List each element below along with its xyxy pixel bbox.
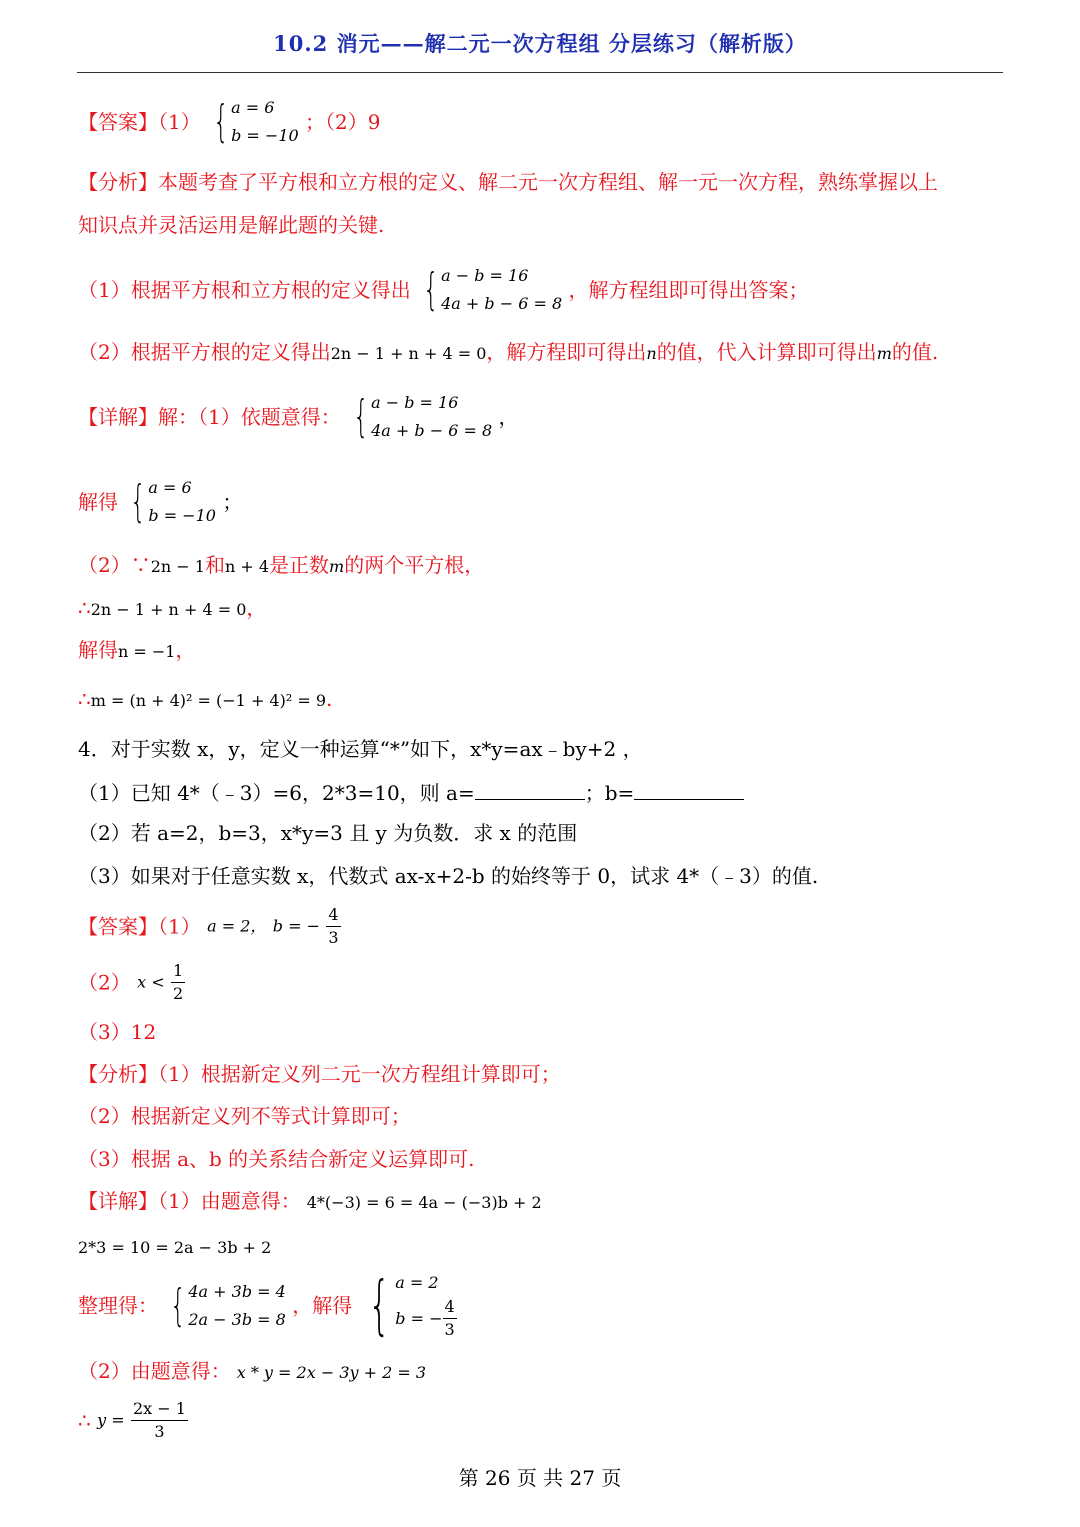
analysis4-line3: （3）根据 a、b 的关系结合新定义运算即可.: [78, 1147, 475, 1171]
analysis3-p1-eq1: a − b = 16: [441, 266, 529, 285]
detail4-system-eqs: [188, 1278, 285, 1334]
detail4-sol-a: a = 2: [395, 1273, 439, 1292]
answer3-line: [78, 94, 381, 150]
detail3-p2-post2: 的两个平方根，: [344, 553, 485, 577]
detail3-semi: ；: [222, 490, 243, 514]
detail3-p2-m: m: [329, 557, 345, 576]
detail3-label: 【详解】解：（1）依题意得：: [78, 405, 341, 429]
fraction-numerator: 4: [443, 1296, 457, 1319]
analysis3-p1-pre: （1）根据平方根和立方根的定义得出: [78, 278, 411, 302]
answer3-system: [207, 94, 299, 150]
answer4-line3: （3）12: [78, 1020, 157, 1044]
detail3-eq2: 4a + b − 6 = 8: [371, 421, 493, 440]
detail4-solve-label: ，解得: [292, 1293, 353, 1318]
detail4-system: [164, 1278, 285, 1334]
detail4-sol-b-pre: b = −: [395, 1309, 443, 1328]
detail3-eq2-tail: ，: [175, 638, 196, 662]
analysis3-p1-eqs: [441, 262, 562, 318]
brace-glyph: {: [353, 391, 369, 442]
detail4-y-pre: y =: [97, 1410, 125, 1430]
detail3-solve-eqs: [148, 474, 216, 530]
analysis3-p2-post: 的值.: [891, 340, 939, 364]
detail4-solution-eqs: [395, 1270, 456, 1341]
detail3-system: [347, 389, 492, 445]
fraction-denominator: 3: [444, 1320, 455, 1339]
analysis3-line2: 知识点并灵活运用是解此题的关键.: [78, 213, 385, 237]
detail3-system-eqs: [371, 389, 492, 445]
detail4-p2-line: [78, 1361, 426, 1381]
detail4-system-line: [78, 1270, 457, 1341]
analysis3-p2-mid2: 的值，代入计算即可得出: [656, 340, 877, 364]
detail3-p2-a: 2n − 1: [150, 557, 205, 576]
analysis3-p2: [78, 342, 938, 362]
fraction-denominator: 3: [154, 1422, 165, 1441]
brace-glyph: {: [423, 264, 439, 315]
answer3-eq-b: b = −10: [231, 126, 299, 145]
fraction-denominator: 2: [172, 984, 184, 1003]
detail3-eq1-tail: ，: [246, 596, 267, 620]
detail3-p2: [78, 555, 484, 575]
answer4-a: a = 2，: [207, 916, 267, 936]
q4-part1-pre: （1）已知 4*（﹣3）=6，2*3=10，则 a=: [78, 781, 475, 805]
detail3-eq3-tail: .: [326, 687, 333, 711]
detail3-p2-post1: 是正数: [269, 553, 330, 577]
detail3-solve-a: a = 6: [148, 478, 192, 497]
page-footer: 第 26 页 共 27 页: [458, 1466, 622, 1490]
detail4-sys-eq1: 4a + 3b = 4: [188, 1281, 286, 1301]
header-divider: [77, 72, 1003, 73]
detail4-sol-b-fraction: [443, 1296, 457, 1341]
detail3-p2-b: n + 4: [224, 557, 270, 576]
analysis3-p2-m: m: [876, 344, 892, 363]
analysis3-p2-math: 2n − 1 + n + 4 = 0: [330, 344, 487, 363]
answer3-system-eqs: [231, 94, 299, 150]
analysis3-p1: [78, 262, 809, 318]
detail3-eq1: a − b = 16: [371, 393, 459, 412]
detail3-eq1: 2n − 1 + n + 4 = 0: [90, 600, 247, 619]
detail4-solution-system: [359, 1270, 457, 1341]
answer4-b-pre: b = −: [272, 916, 320, 936]
therefore-symbol: ∴: [78, 687, 91, 711]
analysis3-p2-mid1: ，解方程即可得出: [486, 340, 647, 364]
detail3-solve2-label: 解得: [78, 638, 118, 662]
therefore-symbol: ∴: [78, 1408, 91, 1433]
fraction-numerator: 4: [326, 904, 340, 927]
answer4-p2-pre: x <: [137, 972, 165, 992]
detail4-p2-label: （2）由题意得：: [78, 1359, 231, 1383]
detail4-eq2: 2*3 = 10 = 2a − 3b + 2: [78, 1238, 272, 1257]
detail3-p2-pre: （2）∵: [78, 553, 151, 577]
detail3-p2-he: 和: [204, 553, 225, 577]
detail4-label: 【详解】（1）由题意得：: [78, 1189, 301, 1213]
answer4-p2-label: （2）: [78, 970, 131, 995]
q4-part1-mid: ；b=: [584, 781, 635, 805]
q4-part1: [78, 781, 744, 803]
detail4-line2: [78, 1236, 271, 1256]
detail3-solve-b: b = −10: [148, 506, 216, 525]
answer4-b-fraction: [326, 904, 340, 949]
brace-glyph: {: [130, 476, 147, 527]
analysis3-p1-system: [417, 262, 562, 318]
answer-blank-a[interactable]: [475, 781, 585, 800]
brace-glyph: {: [213, 96, 229, 147]
detail4-arrange-label: 整理得：: [78, 1293, 158, 1318]
detail3-solve-system: [124, 474, 216, 530]
detail3-solve-label: 解得: [78, 490, 118, 514]
brace-glyph: {: [367, 1268, 391, 1343]
detail4-y-line: [78, 1398, 188, 1443]
detail4-eq1: 4*(−3) = 6 = 4a − (−3)b + 2: [306, 1193, 542, 1212]
detail3-eq2-line: [78, 640, 195, 660]
answer4-line2: [78, 960, 185, 1005]
fraction-numerator: 1: [171, 960, 185, 983]
brace-glyph: {: [170, 1279, 187, 1331]
detail3-solve: [78, 474, 242, 530]
answer4-line1: [78, 904, 341, 949]
detail4-line1: [78, 1191, 542, 1211]
fraction-denominator: 3: [328, 928, 339, 947]
answer-blank-b[interactable]: [634, 781, 744, 800]
answer4-p2-fraction: [171, 960, 185, 1005]
page-header-title: 10.2 消元——解二元一次方程组 分层练习（解析版）: [273, 31, 807, 56]
detail4-sys-eq2: 2a − 3b = 8: [188, 1309, 286, 1329]
therefore-symbol: ∴: [78, 596, 91, 620]
detail4-y-fraction: [131, 1398, 188, 1443]
analysis4-line1: 【分析】（1）根据新定义列二元一次方程组计算即可；: [78, 1062, 561, 1086]
q4-part3: （3）如果对于任意实数 x，代数式 ax-x+2-b 的始终等于 0，试求 4*（﹣3）的值.: [78, 864, 819, 888]
analysis3-p2-pre: （2）根据平方根的定义得出: [78, 340, 331, 364]
analysis3-p1-eq2: 4a + b − 6 = 8: [441, 294, 563, 313]
answer3-label: 【答案】（1）: [78, 110, 201, 134]
analysis4-line2: （2）根据新定义列不等式计算即可；: [78, 1104, 411, 1128]
detail3-eq1-line: [78, 598, 266, 618]
detail3-eq2: n = −1: [118, 642, 176, 661]
detail4-sol-b-row: [395, 1296, 456, 1341]
analysis3-p1-post: ，解方程组即可得出答案；: [568, 278, 809, 302]
analysis3-line1: 【分析】本题考查了平方根和立方根的定义、解二元一次方程组、解一元一次方程，熟练掌握以上: [78, 170, 938, 194]
q4-part2: （2）若 a=2，b=3，x*y=3 且 y 为负数．求 x 的范围: [78, 821, 578, 845]
detail3-line1: [78, 389, 519, 445]
answer4-label: 【答案】（1）: [78, 914, 201, 939]
detail4-p2-eq: x * y = 2x − 3y + 2 = 3: [236, 1363, 427, 1382]
answer3-tail: ；（2）9: [305, 110, 381, 134]
detail3-comma: ，: [498, 405, 519, 429]
fraction-numerator: 2x − 1: [131, 1398, 188, 1421]
answer3-eq-a: a = 6: [231, 98, 275, 117]
q4-stem: 4．对于实数 x，y，定义一种运算“*”如下，x*y=ax﹣by+2 ，: [78, 737, 643, 761]
detail3-eq3: m = (n + 4)² = (−1 + 4)² = 9: [90, 691, 327, 710]
detail3-eq3-line: [78, 689, 332, 709]
analysis3-p2-n: n: [646, 344, 657, 363]
